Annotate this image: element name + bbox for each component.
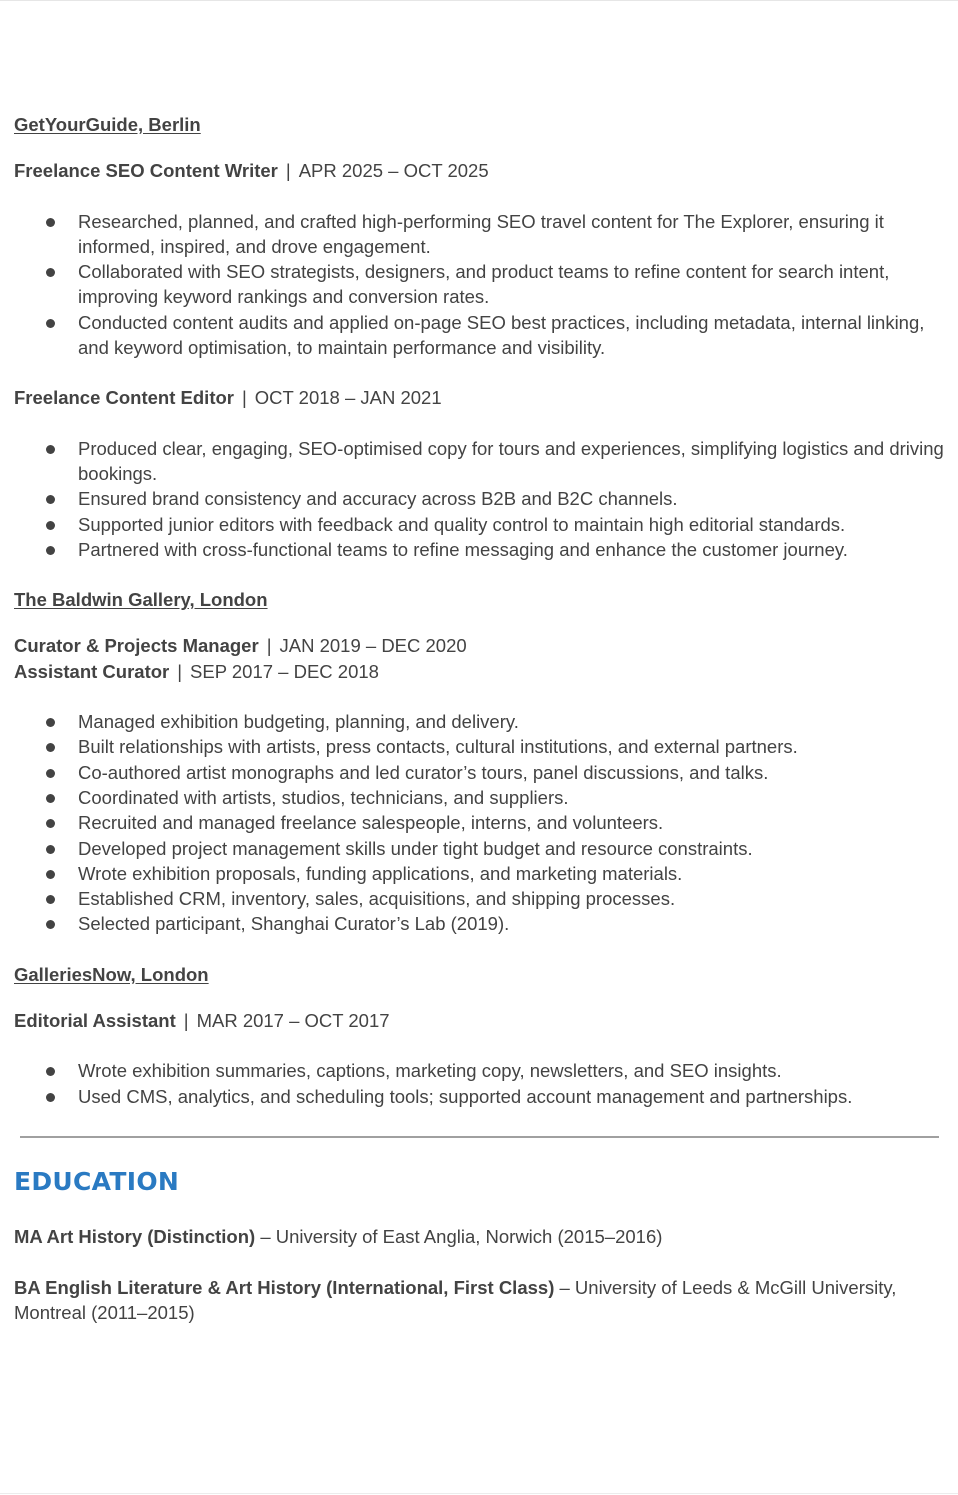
role-heading xyxy=(14,633,944,658)
separator: | xyxy=(241,387,247,409)
section-divider xyxy=(20,1136,939,1138)
bullet-text: Collaborated with SEO strategists, designers, and product teams to refine content for search intent, improving keyword rankings and conversion rates. xyxy=(78,261,890,308)
page-top-border xyxy=(0,0,958,1)
bullet-icon xyxy=(46,1093,55,1102)
degree-detail: – University of East Anglia, Norwich (2015–2016) xyxy=(255,1226,663,1247)
bullet-icon xyxy=(46,1067,55,1076)
role-heading xyxy=(14,385,944,410)
list-item xyxy=(78,512,944,537)
degree-detail: – University of Leeds & McGill University, Montreal (2011–2015) xyxy=(14,1277,897,1324)
company-name: GalleriesNow, London xyxy=(14,963,209,985)
bullet-icon xyxy=(46,218,55,227)
list-item xyxy=(78,1084,944,1109)
bullet-text: Built relationships with artists, press contacts, cultural institutions, and external partners. xyxy=(78,736,798,758)
bullet-text: Managed exhibition budgeting, planning, and delivery. xyxy=(78,711,519,733)
bullet-icon xyxy=(46,743,55,752)
page-bottom-border xyxy=(0,1493,958,1494)
education-entry xyxy=(14,1275,944,1326)
separator: | xyxy=(285,160,291,182)
list-item xyxy=(78,886,944,911)
role-heading xyxy=(14,659,944,684)
list-item xyxy=(78,709,944,734)
bullet-text: Researched, planned, and crafted high-performing SEO travel content for The Explorer, ensuring it informed, inspired, and drove engagement. xyxy=(78,210,884,257)
bullet-text: Co-authored artist monographs and led curator’s tours, panel discussions, and talks. xyxy=(78,761,769,783)
bullet-list xyxy=(14,436,944,562)
list-item xyxy=(78,537,944,562)
bullet-text: Used CMS, analytics, and scheduling tools; supported account management and partnerships. xyxy=(78,1085,853,1107)
role-dates: SEP 2017 – DEC 2018 xyxy=(190,660,379,682)
role-title: Curator & Projects Manager xyxy=(14,635,259,657)
bullet-icon xyxy=(46,268,55,277)
bullet-text: Supported junior editors with feedback and quality control to maintain high editorial standards. xyxy=(78,513,846,535)
role-dates: OCT 2018 – JAN 2021 xyxy=(254,387,442,409)
list-item xyxy=(78,836,944,861)
list-item xyxy=(78,911,944,936)
bullet-icon xyxy=(46,845,55,854)
education-heading: EDUCATION xyxy=(14,1167,180,1196)
role-heading xyxy=(14,1008,944,1033)
role-title: Editorial Assistant xyxy=(14,1010,176,1032)
bullet-text: Produced clear, engaging, SEO-optimised copy for tours and experiences, simplifying logistics and driving bookings. xyxy=(78,437,944,484)
bullet-icon xyxy=(46,495,55,504)
bullet-icon xyxy=(46,546,55,555)
bullet-text: Ensured brand consistency and accuracy across B2B and B2C channels. xyxy=(78,488,678,510)
list-item xyxy=(78,760,944,785)
role-dates: APR 2025 – OCT 2025 xyxy=(298,160,489,182)
list-item xyxy=(78,810,944,835)
list-item xyxy=(78,310,944,361)
bullet-text: Established CRM, inventory, sales, acquisitions, and shipping processes. xyxy=(78,888,676,910)
bullet-text: Developed project management skills under tight budget and resource constraints. xyxy=(78,837,753,859)
role-title: Freelance Content Editor xyxy=(14,387,234,409)
company-name: The Baldwin Gallery, London xyxy=(14,589,268,611)
list-item xyxy=(78,209,944,260)
bullet-list xyxy=(14,709,944,937)
bullet-icon xyxy=(46,769,55,778)
role-title: Freelance SEO Content Writer xyxy=(14,160,278,182)
role-title: Assistant Curator xyxy=(14,660,170,682)
bullet-icon xyxy=(46,445,55,454)
company-name: GetYourGuide, Berlin xyxy=(14,114,201,135)
bullet-icon xyxy=(46,319,55,328)
bullet-icon xyxy=(46,819,55,828)
list-item xyxy=(78,486,944,511)
list-item xyxy=(78,861,944,886)
list-item xyxy=(78,436,944,487)
resume-experience-section xyxy=(14,112,944,1134)
role-heading xyxy=(14,158,944,183)
bullet-text: Wrote exhibition summaries, captions, marketing copy, newsletters, and SEO insights. xyxy=(78,1060,782,1082)
bullet-icon xyxy=(46,870,55,879)
bullet-text: Conducted content audits and applied on-page SEO best practices, including metadata, internal linking, and keyword optimisation, to maintain performance and visibility. xyxy=(78,311,925,359)
bullet-text: Coordinated with artists, studios, technicians, and suppliers. xyxy=(78,786,569,808)
bullet-icon xyxy=(46,895,55,904)
education-entry xyxy=(14,1224,944,1249)
bullet-text: Recruited and managed freelance salespeople, interns, and volunteers. xyxy=(78,812,664,834)
bullet-text: Wrote exhibition proposals, funding applications, and marketing materials. xyxy=(78,862,683,884)
list-item xyxy=(78,734,944,759)
separator: | xyxy=(266,635,272,657)
role-dates: JAN 2019 – DEC 2020 xyxy=(279,635,467,657)
degree-title: MA Art History (Distinction) xyxy=(14,1226,256,1247)
list-item xyxy=(78,785,944,810)
list-item xyxy=(78,1058,944,1083)
list-item xyxy=(78,259,944,310)
bullet-list xyxy=(14,209,944,361)
bullet-icon xyxy=(46,920,55,929)
separator: | xyxy=(177,660,183,682)
bullet-text: Selected participant, Shanghai Curator’s Lab (2019). xyxy=(78,913,510,935)
role-dates: MAR 2017 – OCT 2017 xyxy=(196,1010,390,1032)
bullet-icon xyxy=(46,718,55,727)
degree-title: BA English Literature & Art History (International, First Class) xyxy=(14,1277,555,1298)
bullet-icon xyxy=(46,794,55,803)
separator: | xyxy=(183,1010,189,1032)
bullet-icon xyxy=(46,521,55,530)
bullet-list xyxy=(14,1058,944,1109)
bullet-text: Partnered with cross-functional teams to refine messaging and enhance the customer journey. xyxy=(78,538,848,560)
